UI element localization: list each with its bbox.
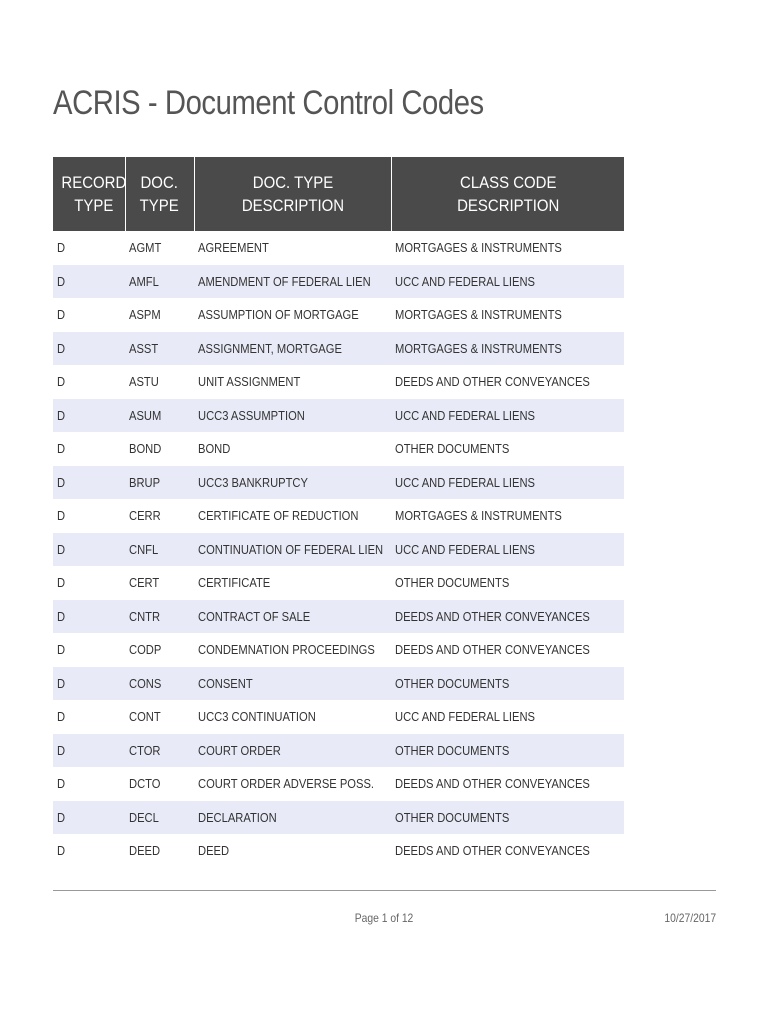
record-type-cell: D: [57, 776, 66, 792]
doc-type-cell: BOND: [129, 441, 162, 457]
doc-type-description-cell: UNIT ASSIGNMENT: [198, 374, 301, 390]
record-type-cell: D: [53, 600, 125, 634]
record-type-cell: D: [57, 709, 66, 725]
record-type-cell: D: [57, 441, 66, 457]
doc-type-cell: DEED: [129, 843, 161, 859]
table-row: [53, 298, 624, 332]
record-type-cell: D: [53, 533, 125, 567]
class-code-description-cell: OTHER DOCUMENTS: [395, 441, 510, 457]
doc-type-description-cell: UCC3 CONTINUATION: [198, 709, 316, 725]
doc-type-cell: CNTR: [125, 600, 194, 634]
table-row: [53, 265, 624, 299]
doc-type-cell: CTOR: [125, 734, 194, 768]
column-header-record-type: RECORD TYPE: [53, 157, 125, 231]
doc-type-cell: CERR: [129, 508, 161, 524]
doc-type-description-cell: ASSIGNMENT, MORTGAGE: [194, 332, 391, 366]
table-row: [53, 432, 624, 466]
doc-type-description-cell: CERTIFICATE OF REDUCTION: [198, 508, 359, 524]
class-code-description-cell: DEEDS AND OTHER CONVEYANCES: [395, 843, 590, 859]
table-header-row: [53, 157, 624, 231]
doc-type-description-cell: CONDEMNATION PROCEEDINGS: [198, 642, 375, 658]
document-codes-table: [53, 157, 624, 868]
table-row: [53, 231, 624, 265]
doc-type-cell: ASTU: [129, 374, 159, 390]
record-type-cell: D: [57, 575, 66, 591]
record-type-cell: D: [53, 332, 125, 366]
doc-type-cell: CNFL: [125, 533, 194, 567]
table-row: [53, 566, 624, 600]
record-type-cell: D: [53, 265, 125, 299]
doc-type-description-cell: DEED: [198, 843, 230, 859]
page-title: ACRIS - Document Control Codes: [53, 84, 484, 122]
doc-type-description-cell: ASSUMPTION OF MORTGAGE: [198, 307, 359, 323]
doc-type-description-cell: UCC3 ASSUMPTION: [194, 399, 391, 433]
doc-type-description-cell: COURT ORDER ADVERSE POSS.: [198, 776, 375, 792]
class-code-description-cell: DEEDS AND OTHER CONVEYANCES: [395, 374, 590, 390]
table-row: [53, 700, 624, 734]
class-code-description-cell: OTHER DOCUMENTS: [391, 801, 624, 835]
table-row: [53, 533, 624, 567]
class-code-description-cell: UCC AND FEDERAL LIENS: [391, 265, 624, 299]
doc-type-cell: ASPM: [129, 307, 161, 323]
table-row: [53, 834, 624, 868]
record-type-cell: D: [53, 466, 125, 500]
doc-type-cell: BRUP: [125, 466, 194, 500]
table-row: [53, 801, 624, 835]
table-row: [53, 499, 624, 533]
record-type-cell: D: [57, 307, 66, 323]
record-type-cell: D: [53, 734, 125, 768]
column-header-doc-type: DOC. TYPE: [125, 157, 194, 231]
class-code-description-cell: OTHER DOCUMENTS: [391, 734, 624, 768]
doc-type-description-cell: AMENDMENT OF FEDERAL LIEN: [194, 265, 391, 299]
class-code-description-cell: UCC AND FEDERAL LIENS: [391, 399, 624, 433]
doc-type-cell: CONS: [125, 667, 194, 701]
class-code-description-cell: MORTGAGES & INSTRUMENTS: [395, 240, 562, 256]
doc-type-description-cell: UCC3 BANKRUPTCY: [194, 466, 391, 500]
doc-type-cell: AMFL: [125, 265, 194, 299]
report-date: 10/27/2017: [664, 911, 716, 925]
table-row: [53, 466, 624, 500]
class-code-description-cell: OTHER DOCUMENTS: [391, 667, 624, 701]
class-code-description-cell: DEEDS AND OTHER CONVEYANCES: [395, 776, 590, 792]
table-row: [53, 767, 624, 801]
footer-divider: [53, 890, 716, 891]
doc-type-description-cell: CONTINUATION OF FEDERAL LIEN: [194, 533, 391, 567]
table-body: [53, 231, 624, 868]
column-header-doc-type-description: DOC. TYPE DESCRIPTION: [194, 157, 391, 231]
class-code-description-cell: UCC AND FEDERAL LIENS: [391, 533, 624, 567]
class-code-description-cell: MORTGAGES & INSTRUMENTS: [395, 307, 562, 323]
class-code-description-cell: UCC AND FEDERAL LIENS: [391, 466, 624, 500]
record-type-cell: D: [53, 801, 125, 835]
doc-type-cell: CODP: [129, 642, 162, 658]
doc-type-description-cell: CONTRACT OF SALE: [194, 600, 391, 634]
table-row: [53, 399, 624, 433]
class-code-description-cell: DEEDS AND OTHER CONVEYANCES: [395, 642, 590, 658]
doc-type-description-cell: DECLARATION: [194, 801, 391, 835]
record-type-cell: D: [57, 240, 66, 256]
record-type-cell: D: [53, 399, 125, 433]
table-row: [53, 332, 624, 366]
record-type-cell: D: [57, 508, 66, 524]
table-row: [53, 600, 624, 634]
column-header-class-code-description: CLASS CODE DESCRIPTION: [391, 157, 624, 231]
class-code-description-cell: UCC AND FEDERAL LIENS: [395, 709, 535, 725]
record-type-cell: D: [53, 667, 125, 701]
doc-type-cell: CONT: [129, 709, 161, 725]
doc-type-cell: CERT: [129, 575, 160, 591]
record-type-cell: D: [57, 374, 66, 390]
table-row: [53, 734, 624, 768]
class-code-description-cell: MORTGAGES & INSTRUMENTS: [391, 332, 624, 366]
doc-type-description-cell: COURT ORDER: [194, 734, 391, 768]
doc-type-cell: ASUM: [125, 399, 194, 433]
class-code-description-cell: DEEDS AND OTHER CONVEYANCES: [391, 600, 624, 634]
doc-type-cell: DECL: [125, 801, 194, 835]
record-type-cell: D: [57, 843, 66, 859]
page-number: Page 1 of 12: [354, 911, 414, 925]
table-row: [53, 633, 624, 667]
doc-type-cell: AGMT: [129, 240, 162, 256]
doc-type-description-cell: CONSENT: [194, 667, 391, 701]
table-row: [53, 667, 624, 701]
table-row: [53, 365, 624, 399]
doc-type-description-cell: CERTIFICATE: [198, 575, 271, 591]
doc-type-cell: DCTO: [129, 776, 161, 792]
class-code-description-cell: OTHER DOCUMENTS: [395, 575, 510, 591]
record-type-cell: D: [57, 642, 66, 658]
doc-type-description-cell: BOND: [198, 441, 231, 457]
doc-type-cell: ASST: [125, 332, 194, 366]
doc-type-description-cell: AGREEMENT: [198, 240, 269, 256]
class-code-description-cell: MORTGAGES & INSTRUMENTS: [395, 508, 562, 524]
